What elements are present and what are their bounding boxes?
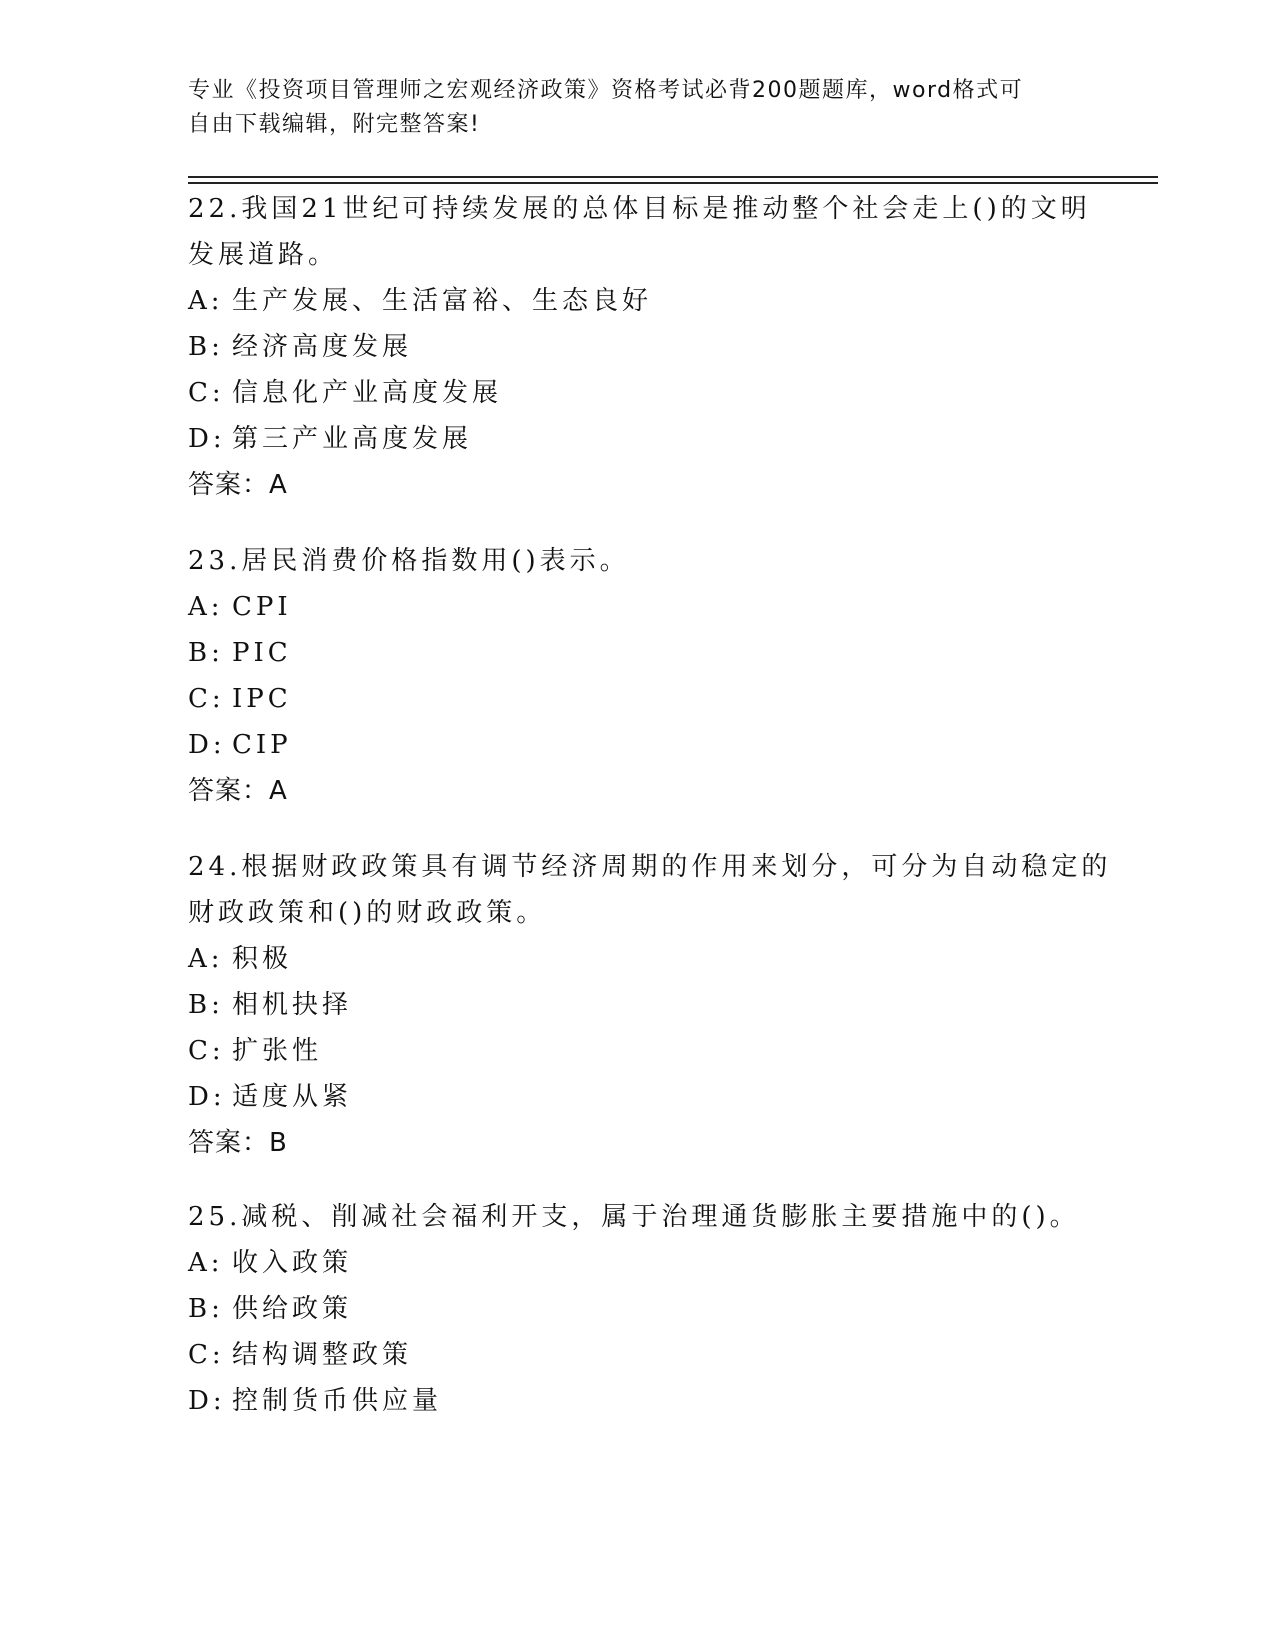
option-label: C: [188, 684, 225, 714]
question-stem-line-1: 23.居民消费价格指数用()表示。 [188, 546, 630, 576]
option-b [188, 630, 1088, 676]
option-text: CIP [232, 730, 292, 760]
question-23 [188, 538, 1088, 814]
option-text: 第三产业高度发展 [232, 424, 473, 454]
document-header [188, 74, 1068, 142]
option-label: C: [188, 1036, 225, 1066]
option-text: 收入政策 [232, 1248, 353, 1278]
option-d [188, 416, 1088, 462]
option-text: 经济高度发展 [232, 332, 413, 362]
option-label: D: [188, 1082, 226, 1112]
option-label: B: [188, 332, 224, 362]
header-line-2: 自由下载编辑，附完整答案! [188, 112, 481, 137]
option-b [188, 324, 1088, 370]
question-stem-line-2: 财政政策和()的财政政策。 [188, 898, 547, 928]
option-text: 积极 [232, 944, 293, 974]
option-text: PIC [232, 638, 292, 668]
option-label: B: [188, 990, 224, 1020]
header-divider-top [188, 176, 1158, 178]
option-label: D: [188, 424, 226, 454]
option-label: D: [188, 1386, 226, 1416]
option-text: 控制货币供应量 [232, 1386, 443, 1416]
answer-line: 答案：B [188, 1128, 288, 1158]
option-label: A: [188, 944, 224, 974]
option-text: CPI [232, 592, 292, 622]
option-label: A: [188, 1248, 224, 1278]
option-c [188, 1028, 1088, 1074]
option-text: 生产发展、生活富裕、生态良好 [232, 286, 653, 316]
question-22 [188, 186, 1091, 508]
option-label: C: [188, 1340, 225, 1370]
option-label: C: [188, 378, 225, 408]
question-24 [188, 844, 1112, 1166]
option-a [188, 584, 1088, 630]
option-text: 相机抉择 [232, 990, 353, 1020]
option-c [188, 370, 1088, 416]
question-stem-line-1: 22.我国21世纪可持续发展的总体目标是推动整个社会走上()的文明 [188, 194, 1091, 224]
answer-line: 答案：A [188, 776, 288, 806]
option-c [188, 1332, 1088, 1378]
option-d [188, 722, 1088, 768]
option-text: 适度从紧 [232, 1082, 353, 1112]
option-label: D: [188, 730, 226, 760]
option-text: 信息化产业高度发展 [232, 378, 503, 408]
question-stem-line-2: 发展道路。 [188, 240, 339, 270]
option-label: A: [188, 592, 224, 622]
option-text: 结构调整政策 [232, 1340, 413, 1370]
option-text: 供给政策 [232, 1294, 353, 1324]
option-c [188, 676, 1088, 722]
option-a [188, 278, 1088, 324]
option-text: 扩张性 [232, 1036, 323, 1066]
option-d [188, 1074, 1088, 1120]
option-a [188, 936, 1088, 982]
header-line-1: 专业《投资项目管理师之宏观经济政策》资格考试必背200题题库，word格式可 [188, 78, 1024, 103]
option-label: B: [188, 1294, 224, 1324]
option-d [188, 1378, 1088, 1424]
question-stem-line-1: 24.根据财政政策具有调节经济周期的作用来划分，可分为自动稳定的 [188, 852, 1112, 882]
option-label: B: [188, 638, 224, 668]
option-b [188, 982, 1088, 1028]
option-a [188, 1240, 1088, 1286]
question-stem-line-1: 25.减税、削减社会福利开支，属于治理通货膨胀主要措施中的()。 [188, 1202, 1080, 1232]
option-b [188, 1286, 1088, 1332]
answer-line: 答案：A [188, 470, 288, 500]
question-25 [188, 1194, 1088, 1424]
option-text: IPC [232, 684, 292, 714]
option-label: A: [188, 286, 224, 316]
header-divider-bottom [188, 182, 1158, 184]
